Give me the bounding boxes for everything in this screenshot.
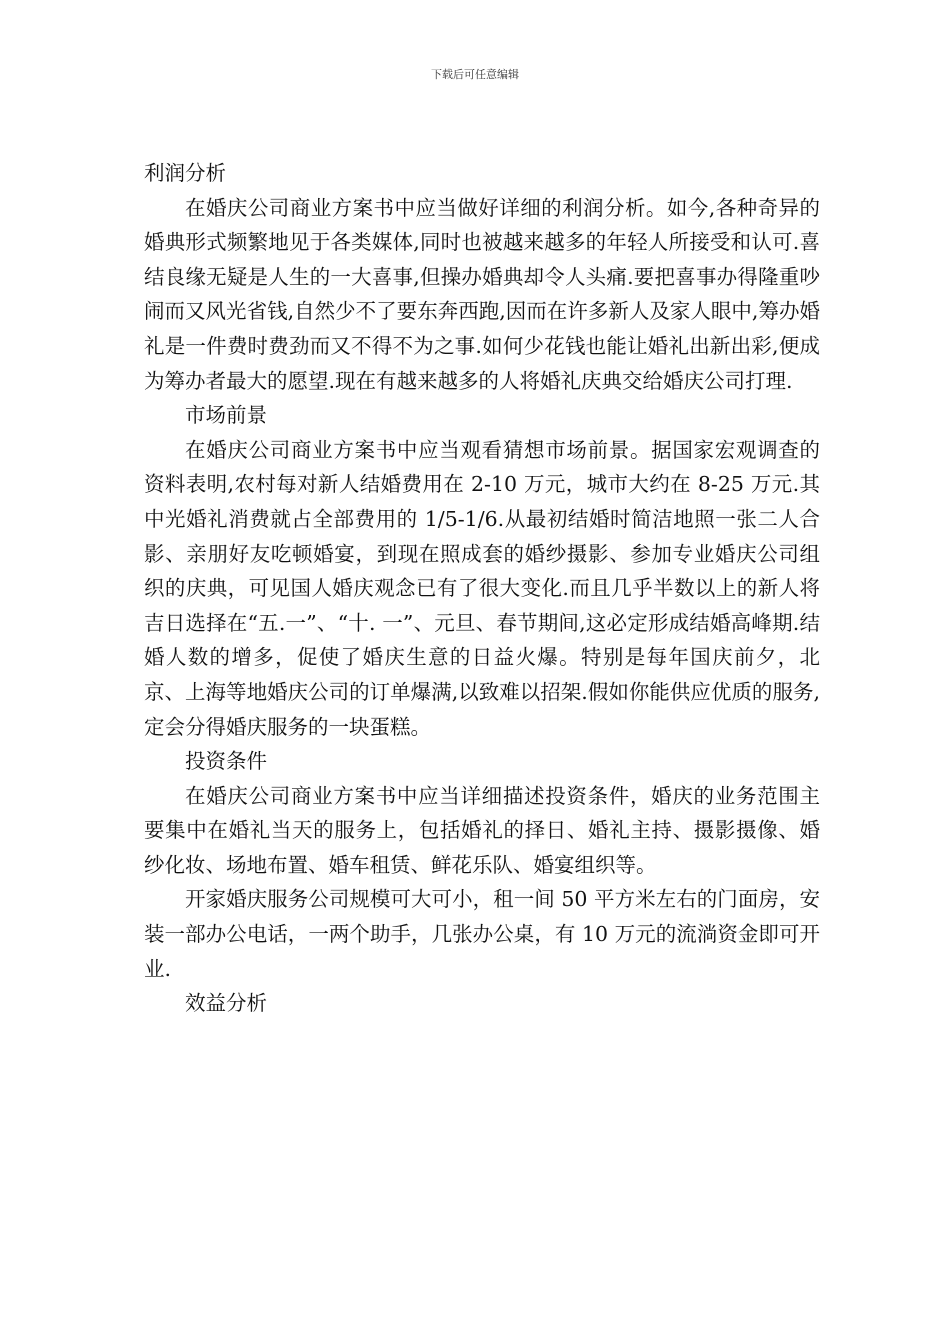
page-header: 下载后可任意编辑 [431, 68, 519, 81]
paragraph-startup-requirements: 开家婚庆服务公司规模可大可小，租一间 50 平方米左右的门面房，安装一部办公电话，一两个助手，几张办公桌，有 10 万元的流淌资金即可开业. [144, 887, 820, 981]
heading-benefit-analysis: 效益分析 [185, 991, 267, 1016]
paragraph-profit-analysis: 在婚庆公司商业方案书中应当做好详细的利润分析。如今,各种奇异的婚典形式频繁地见于各类媒体,同时也被越来越多的年轻人所接受和认可.喜结良缘无疑是人生的一大喜事,但操办婚典却令人头痛.要把喜事办得隆重吵闹而又风光省钱,自然少不了要东奔西跑,因而在许多新人及家人眼中,筹办婚礼是一件费时费劲而又不得不为之事.如何少花钱也能让婚礼出新出彩,便成为筹办者最大的愿望.现在有越来越多的人将婚礼庆典交给婚庆公司打理. [144, 195, 820, 393]
paragraph-investment-conditions: 在婚庆公司商业方案书中应当详细描述投资条件，婚庆的业务范围主要集中在婚礼当天的服务上，包括婚礼的择日、婚礼主持、摄影摄像、婚纱化妆、场地布置、婚车租赁、鲜花乐队、婚宴组织等。 [144, 783, 820, 877]
heading-market-prospect: 市场前景 [185, 403, 267, 428]
paragraph-market-prospect: 在婚庆公司商业方案书中应当观看猜想市场前景。据国家宏观调查的资料表明,农村每对新人结婚费用在 2-10 万元，城市大约在 8-25 万元.其中光婚礼消费就占全部费用的 1/5-1/6.从最初结婚时简洁地照一张二人合影、亲朋好友吃顿婚宴，到现在照成套的婚纱摄影、参加专业婚庆公司组织的庆典，可见国人婚庆观念已有了很大变化.而且几乎半数以上的新人将吉日选择在“五.一”、“十. 一”、元旦、春节期间,这必定形成结婚高峰期.结婚人数的增多，促使了婚庆生意的日益火爆。特别是每年国庆前夕，北京、上海等地婚庆公司的订单爆满,以致难以招架.假如你能供应优质的服务,定会分得婚庆服务的一块蛋糕。 [144, 437, 820, 739]
heading-investment-conditions: 投资条件 [185, 749, 267, 774]
heading-profit-analysis: 利润分析 [144, 161, 226, 185]
document-body [144, 156, 820, 1021]
